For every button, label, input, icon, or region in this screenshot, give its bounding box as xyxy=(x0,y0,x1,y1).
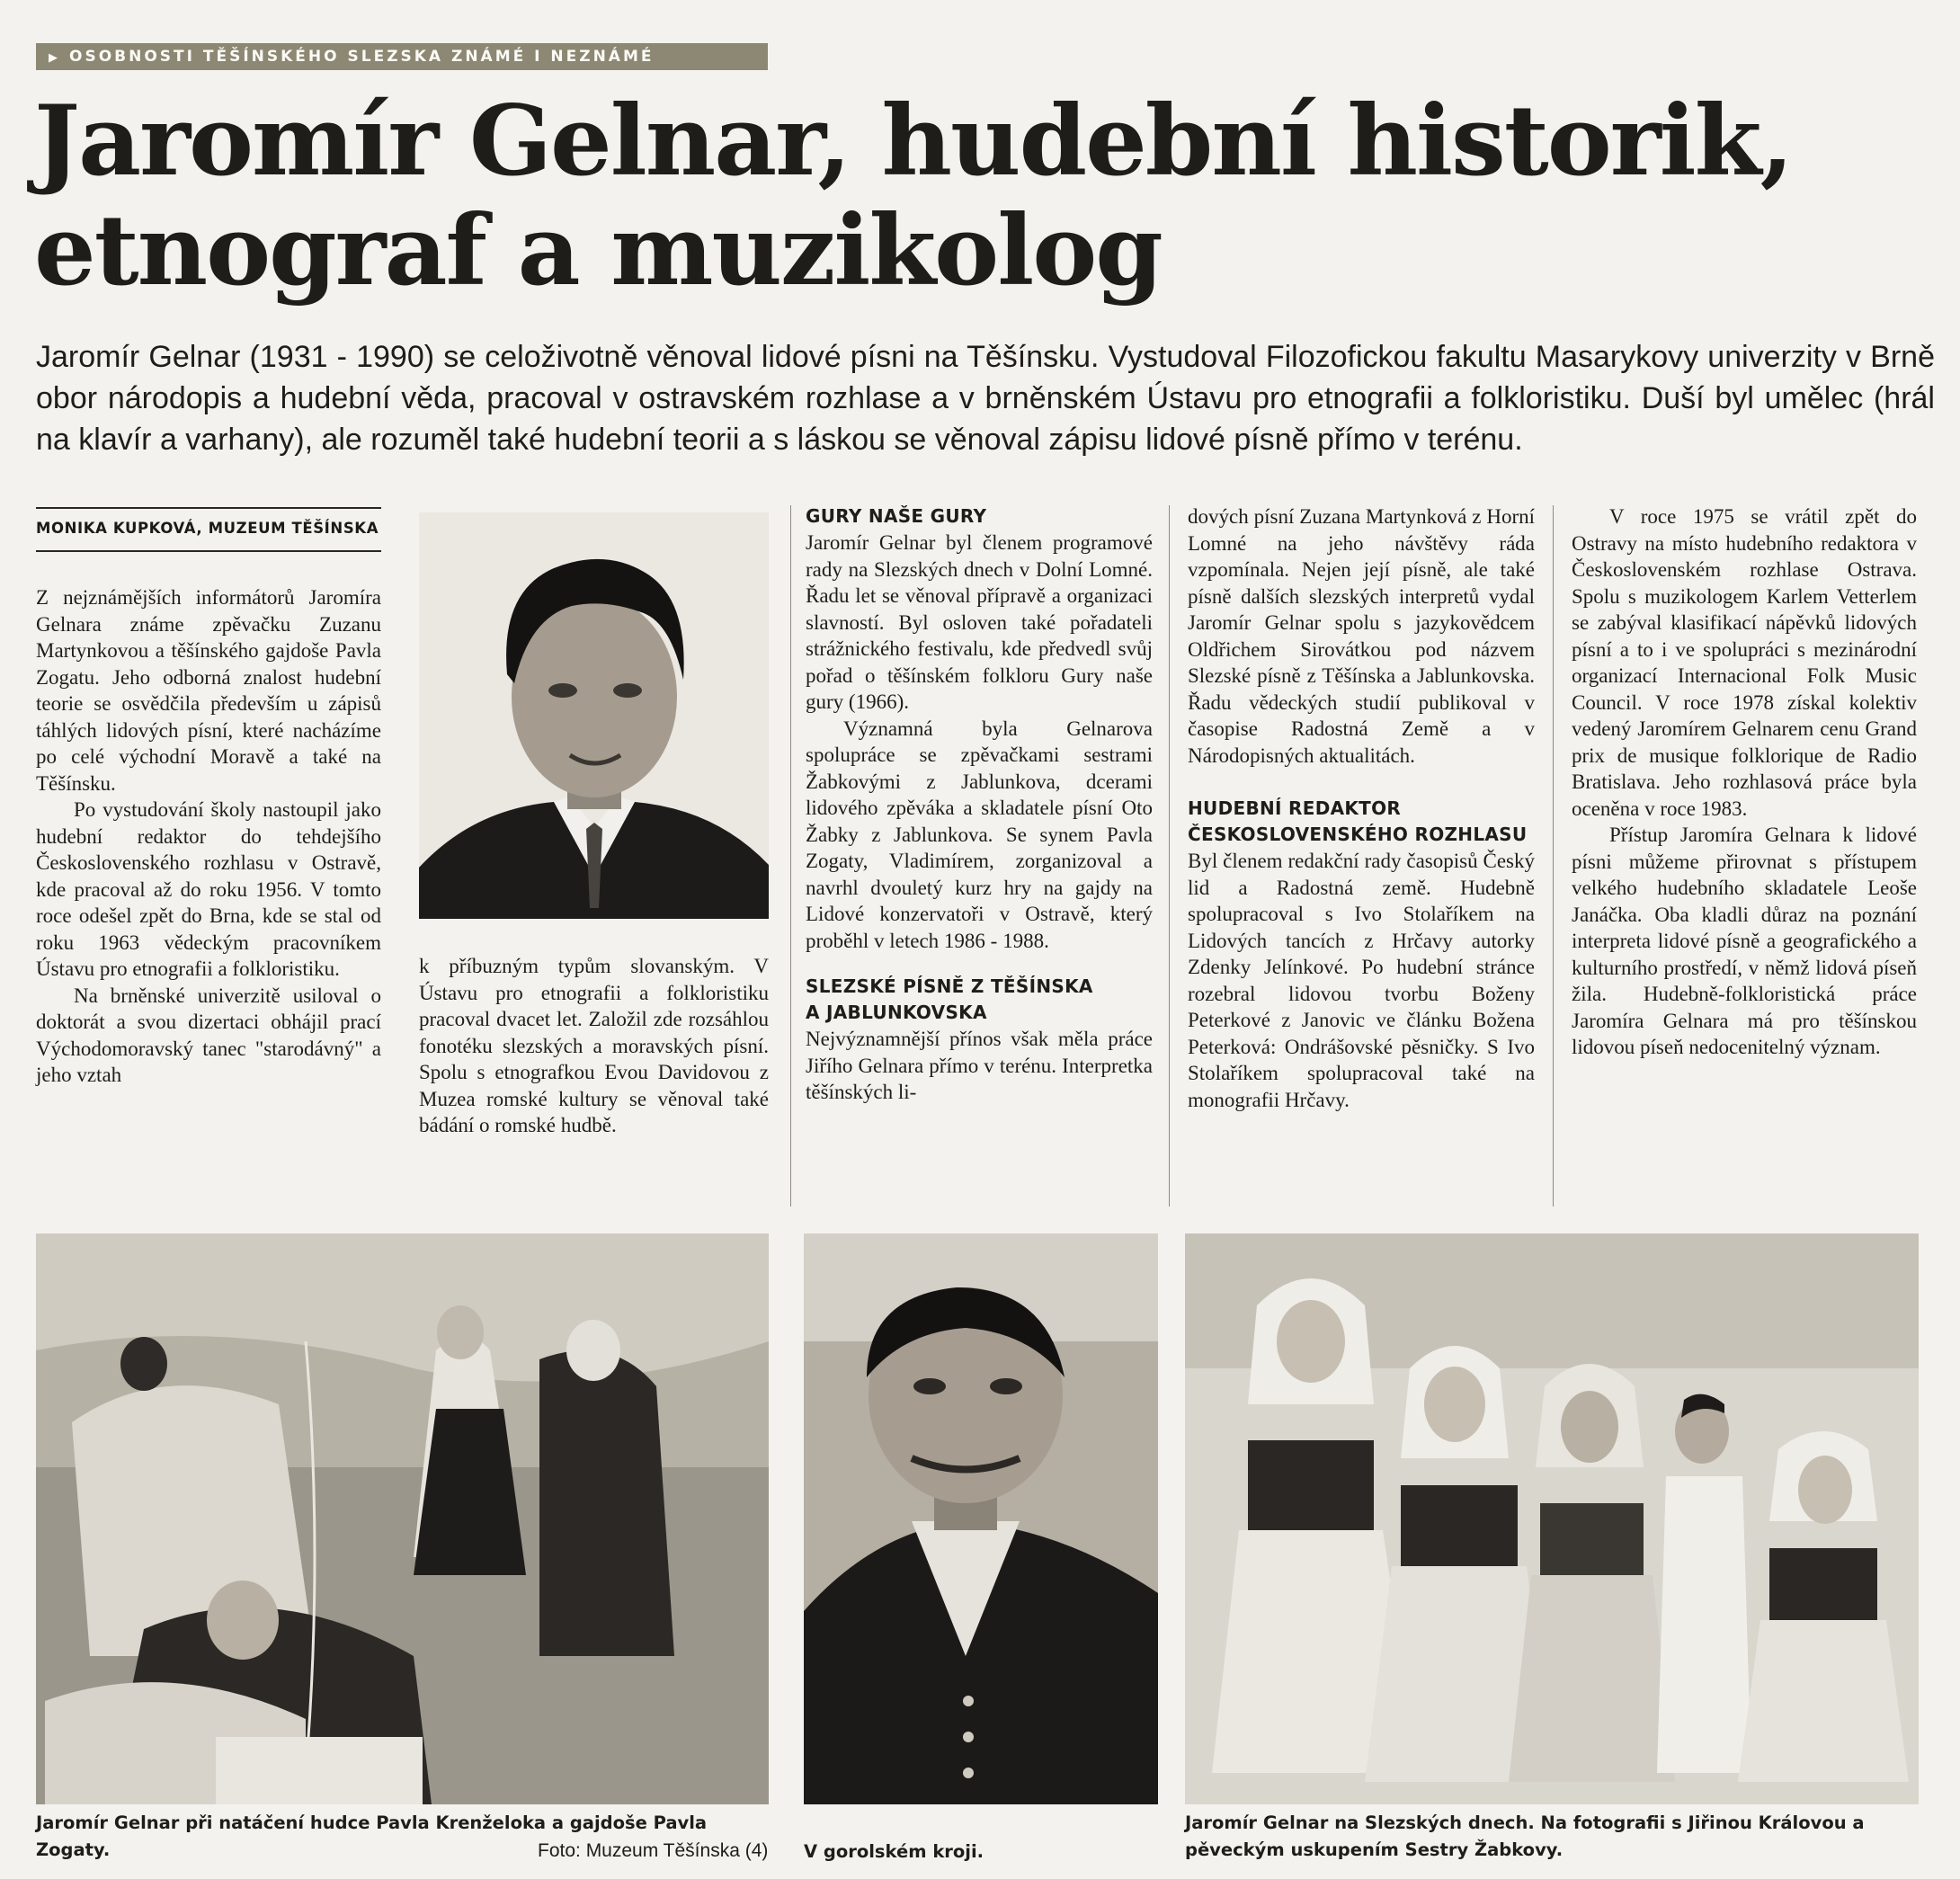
headline-line-1: Jaromír Gelnar, hudební historik, xyxy=(34,85,1793,198)
recording-session-photo xyxy=(36,1233,769,1804)
portrait-photo xyxy=(419,512,769,919)
col3-paragraph-2: Významná byla Gelnarova spolupráce se zpěvačkami sestrami Žabkovými z Jablunkova, dcerami lidového zpěváka a skladatele písní Oto Žabky z Jablunkova. Se synem Pavla Zogaty, Vladimírem, zorganizoval a navrhl dvouletý kurz hry na gajdy na Lidové konzervatoři v Ostravě, který proběhl v letech 1986 - 1988. xyxy=(806,717,1153,952)
col5-paragraph-2: Přístup Jaromíra Gelnara k lidové písni můžeme přirovnat s přístupem velkého hudebního skladatele Leoše Janáčka. Oba kladli důraz na poznání interpreta lidové písně a geografického a kulturního prostředí, v němž lidová píseň žila. Hudebně-folkloristická práce Jaromíra Gelnara má pro těšínskou lidovou píseň nedocenitelný význam. xyxy=(1572,824,1917,1058)
lead-paragraph: Jaromír Gelnar (1931 - 1990) se celoživotně věnoval lidové písni na Těšínsku. Vystudoval Filozofickou fakultu Masarykovy univerzity v Brně obor národopis a hudební věda, pracoval v ostravském rozhlase a v brněnském Ústavu pro etnografii a folkloristiku. Duší byl umělec (hrál na klavír a varhany), ale rozuměl také hudební teorii a s láskou se věnoval zápisu lidové písně přímo v terénu. xyxy=(36,340,1935,457)
column-divider-1 xyxy=(790,505,791,1207)
byline: MONIKA KUPKOVÁ, MUZEUM TĚŠÍNSKA xyxy=(36,520,379,537)
subheading-hudebni-redaktor xyxy=(1188,796,1535,848)
byline-top-rule xyxy=(36,507,381,509)
subheading-slezske-pisne xyxy=(806,974,1153,1026)
triangle-right-icon: ▶ xyxy=(49,51,60,65)
article-column-5 xyxy=(1572,503,1917,1061)
col1-paragraph-2: Po vystudování školy nastoupil jako hudební redaktor do tehdejšího Československého rozhlasu v Ostravě, kde pracoval až do roku 1956. V tomto roce odešel zpět do Brna, kde se stal od roku 1963 vědeckým pracovníkem Ústavu pro etnografii a folkloristiku. xyxy=(36,798,381,980)
subheading-gury-nase-gury: GURY NAŠE GURY xyxy=(806,505,987,527)
col2-paragraph-1: k příbuzným typům slovanským. V Ústavu pro etnografii a folkloristiku pracoval dvacet let. Založil zde rozsáhlou fonotéku slezských a moravských písní. Spolu s etnografkou Evou Davidovou z Muzea romské kultury se věnoval také bádání o romské hudbě. xyxy=(419,955,769,1136)
article-column-1 xyxy=(36,584,381,1089)
col4-paragraph-1: dových písní Zuzana Martynková z Horní Lomné na jeho návštěvy ráda vzpomínala. Nejen její písně, ale také písně dalších slezských interpretů vydal Jaromír Gelnar spolu s jazykovědcem Oldřichem Sirovátkou pod názvem Slezské písně z Těšínska a Jablunkovska. Řadu vědeckých studií publikoval v časopise Radostná Země a v Národopisných aktualitách. xyxy=(1188,505,1535,767)
article-column-4 xyxy=(1188,503,1535,1113)
headline-line-2: etnograf a muzikolog xyxy=(34,194,1162,307)
photo-credit: Foto: Muzeum Těšínska (4) xyxy=(538,1840,769,1861)
caption-recording-session: Jaromír Gelnar při natáčení hudce Pavla Krenželoka a gajdoše Pavla Zogaty. xyxy=(36,1812,708,1860)
kicker-text: OSOBNOSTI TĚŠÍNSKÉHO SLEZSKA ZNÁMÉ I NEZNÁMÉ xyxy=(69,48,655,66)
portrait-illustration xyxy=(419,512,769,919)
subheading-slezske-pisne-line-1: SLEZSKÉ PÍSNĚ Z TĚŠÍNSKA xyxy=(806,975,1093,997)
article-column-2 xyxy=(419,953,769,1139)
slezske-dny-group-photo xyxy=(1185,1233,1919,1804)
subheading-hudebni-redaktor-line-1: HUDEBNÍ REDAKTOR xyxy=(1188,797,1402,819)
column-divider-2 xyxy=(1169,505,1170,1207)
byline-bottom-rule xyxy=(36,550,381,552)
section-kicker xyxy=(36,43,768,70)
col3-paragraph-1: Jaromír Gelnar byl členem programové rady na Slezských dnech v Dolní Lomné. Řadu let se věnoval přípravě a organizaci slavností. Byl osloven také pořadateli strážnického festivalu, kde předvedl svůj pořad o těšínském folkloru Gury naše gury (1966). xyxy=(806,531,1153,713)
headline xyxy=(34,86,1931,306)
col1-paragraph-1: Z nejznámějších informátorů Jaromíra Gelnara známe zpěvačku Zuzanu Martynkovou a těšínského gajdoše Pavla Zogatu. Jeho odborná znalost hudební teorie se osvědčila především u zápisů táhlých lidových písní, které nacházíme po celé východní Moravě a také na Těšínsku. xyxy=(36,586,381,795)
recording-session-illustration xyxy=(36,1233,769,1804)
col4-paragraph-2: Byl členem redakční rady časopisů Český lid a Radostná země. Hudebně spolupracoval s Ivo Stolaříkem na Lidových tancích z Hrčavy autorky Zdenky Jelínkové. Po hudební stránce rozebral lidovou tvorbu Boženy Peterkové z Janovic ve článku Božena Peterková: Ondrášovské pěsničky. S Ivo Stolaříkem spolupracoval také na monografii Hrčavy. xyxy=(1188,850,1535,1111)
subheading-hudebni-redaktor-line-2: ČESKOSLOVENSKÉHO ROZHLASU xyxy=(1188,824,1528,845)
folk-costume-portrait-illustration xyxy=(804,1233,1158,1804)
caption-slezske-dny: Jaromír Gelnar na Slezských dnech. Na fotografii s Jiřinou Královou a pěveckým uskupením Sestry Žabkovy. xyxy=(1185,1812,1865,1860)
slezske-dny-group-illustration xyxy=(1185,1233,1919,1804)
article-column-3 xyxy=(806,503,1153,1106)
col5-paragraph-1: V roce 1975 se vrátil zpět do Ostravy na místo hudebního redaktora v Československém rozhlase Ostrava. Spolu s muzikologem Karlem Vetterlem se zabýval klasifikací nápěvků lidových písní a to i ve spolupráci s mezinárodní organizací Internacional Folk Music Council. V roce 1978 získal kolektiv vedený Jaromírem Gelnarem cenu Grand prix de musique folklorique de Radio Bratislava. Jeho rozhlasová práce byla oceněna v roce 1983. xyxy=(1572,505,1917,820)
column-divider-3 xyxy=(1553,505,1554,1207)
subheading-slezske-pisne-line-2: A JABLUNKOVSKA xyxy=(806,1002,987,1023)
folk-costume-portrait-photo xyxy=(804,1233,1158,1804)
col3-paragraph-3: Nejvýznamnější přínos však měla práce Jiřího Gelnara přímo v terénu. Interpretka těšínských li- xyxy=(806,1028,1153,1103)
col1-paragraph-3: Na brněnské univerzitě usiloval o doktorát a svou dizertaci obhájil prací Východomoravský tanec "starodávný" a jeho vztah xyxy=(36,984,381,1086)
caption-folk-costume: V gorolském kroji. xyxy=(804,1841,984,1862)
